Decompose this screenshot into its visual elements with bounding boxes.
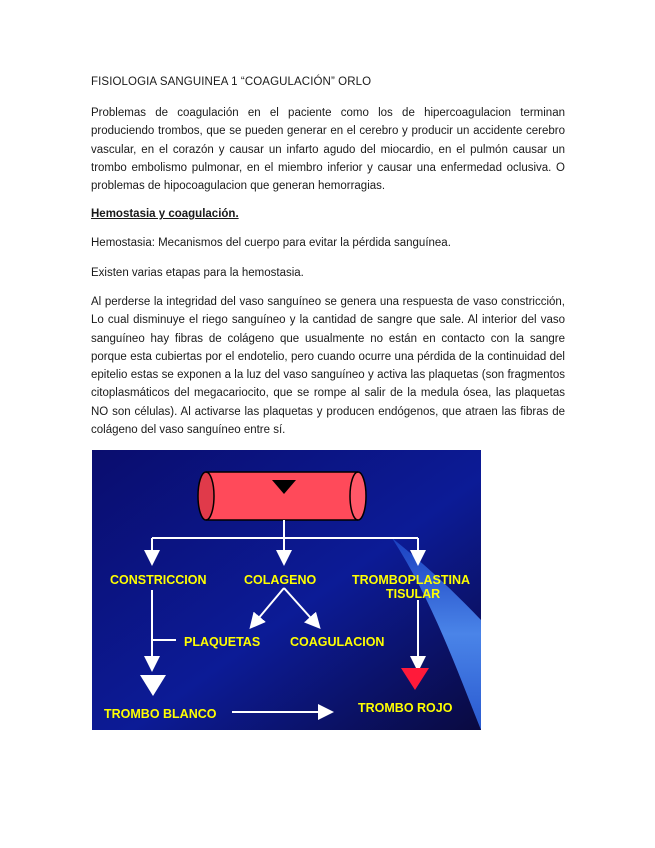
- hemostasis-diagram: [92, 450, 481, 730]
- paragraph-vaso-constriccion: Al perderse la integridad del vaso sanguíneo se genera una respuesta de vaso constricción, Lo cual disminuye el riego sanguíneo y la cantidad de sangre que sale. Al interior del vaso sanguíneo hay fibras de colágeno que usualmente no están en contacto con la sangre porque esta cubiertas por el endotelio, pero cuando ocurre una pérdida de la continuidad del epitelio estas se exponen a la luz del vaso sanguíneo y activa las plaquetas (son fragmentos citoplasmáticos del megacariocito, que se rompe al salir de la medula ósea, las plaquetas NO son células). Al activarse las plaquetas y producen endógenos, que atraen las fibras de colágeno del vaso sanguíneo entre sí.: [91, 296, 565, 437]
- paragraph-hemostasia-definition: Hemostasia: Mecanismos del cuerpo para evitar la pérdida sanguínea.: [91, 237, 451, 249]
- label-trombo-rojo: TROMBO ROJO: [358, 701, 453, 715]
- label-colageno: COLAGENO: [244, 573, 317, 587]
- label-tisular: TISULAR: [386, 587, 441, 601]
- label-plaquetas: PLAQUETAS: [184, 635, 261, 649]
- blood-vessel: [198, 472, 366, 520]
- section-heading: Hemostasia y coagulación.: [91, 208, 239, 220]
- label-coagulacion: COAGULACION: [290, 635, 385, 649]
- label-trombo-blanco: TROMBO BLANCO: [104, 707, 217, 721]
- paragraph-etapas: Existen varias etapas para la hemostasia.: [91, 267, 304, 279]
- paragraph-intro: Problemas de coagulación en el paciente como los de hipercoagulacion terminan produciendo trombos, que se pueden generar en el cerebro y producir un accidente cerebro vascular, en el corazón y causar un infarto agudo del miocardio, en el pulmón causar un trombo embolismo pulmonar, en el miembro inferior y causar una enfermedad oclusiva. O problemas de hipocoagulacion que generan hemorragias.: [91, 107, 565, 193]
- label-constriccion: CONSTRICCION: [110, 573, 207, 587]
- label-tromboplastina: TROMBOPLASTINA: [352, 573, 471, 587]
- document-title: FISIOLOGIA SANGUINEA 1 “COAGULACIÓN” ORLO: [91, 76, 372, 88]
- hemostasis-diagram-svg: [92, 450, 481, 730]
